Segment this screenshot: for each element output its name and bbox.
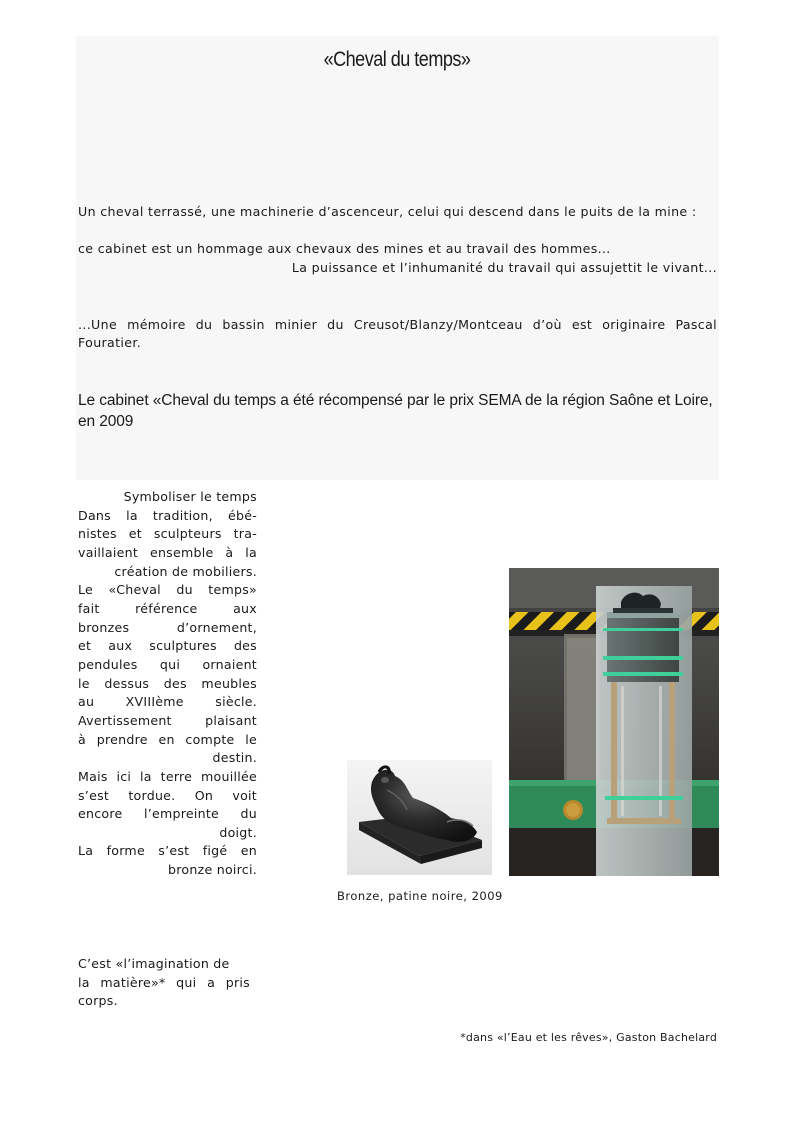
sidebar-line: Mais ici la terre mouillée [78, 768, 257, 784]
intro-line-3: La puissance et l’inhumanité du travail qui assujettit le vivant... [291, 260, 717, 275]
sidebar-line: Symboliser le temps [123, 489, 257, 504]
sidebar-line: vaillaient ensemble à la [78, 544, 257, 560]
cabinet-photo [509, 568, 719, 876]
sidebar-line: au XVIIIème siècle. [78, 694, 257, 710]
sidebar-line: Avertissement plaisant [78, 712, 257, 728]
sidebar-line: s’est tordue. On voit [78, 787, 257, 803]
intro-line-1: Un cheval terrassé, une machinerie d’ascenceur, celui qui descend dans le puits de la mine : [78, 204, 697, 219]
sidebar-line: bronze noirci. [168, 862, 257, 878]
sidebar-text [78, 488, 257, 880]
closing-line: la matière»* qui a pris [78, 974, 250, 990]
sidebar-line: fait référence aux [78, 600, 257, 616]
sidebar-line: et aux sculptures des [78, 638, 257, 654]
photo-caption: Bronze, patine noire, 2009 [337, 889, 503, 903]
sidebar-line: encore l’empreinte du [78, 806, 257, 822]
sidebar-line: doigt. [219, 824, 257, 840]
sidebar-line: création de mobiliers. [114, 563, 257, 579]
award-paragraph: Le cabinet «Cheval du temps a été récompensé par le prix SEMA de la région Saône et Loire, en 2009 [78, 392, 713, 430]
sidebar-line: bronzes d’ornement, [78, 619, 257, 635]
sidebar-line: à prendre en compte le [78, 731, 257, 747]
sidebar-line: Dans la tradition, ébé- [78, 507, 257, 523]
intro-line-2: ce cabinet est un hommage aux chevaux des mines et au travail des hommes... [78, 241, 611, 256]
sidebar-line: La forme s’est figé en [78, 843, 257, 859]
sidebar-line: le dessus des meubles [78, 675, 257, 691]
footnote: *dans «l’Eau et les rêves», Gaston Bachelard [460, 1031, 717, 1044]
sidebar-line: pendules qui ornaient [78, 656, 257, 672]
closing-text [78, 955, 250, 1011]
sidebar-line: destin. [212, 750, 257, 766]
sidebar-line: nistes et sculpteurs tra- [78, 526, 257, 542]
closing-line: corps. [78, 993, 118, 1009]
page-title: «Cheval du temps» [323, 48, 471, 71]
closing-line: C’est «l’imagination de [78, 956, 230, 971]
memory-paragraph: ...Une mémoire du bassin minier du Creusot/Blanzy/Montceau d’où est originaire Pascal Fouratier. [78, 317, 717, 350]
sidebar-line: Le «Cheval du temps» [78, 582, 257, 598]
bronze-horse-photo [347, 760, 492, 875]
